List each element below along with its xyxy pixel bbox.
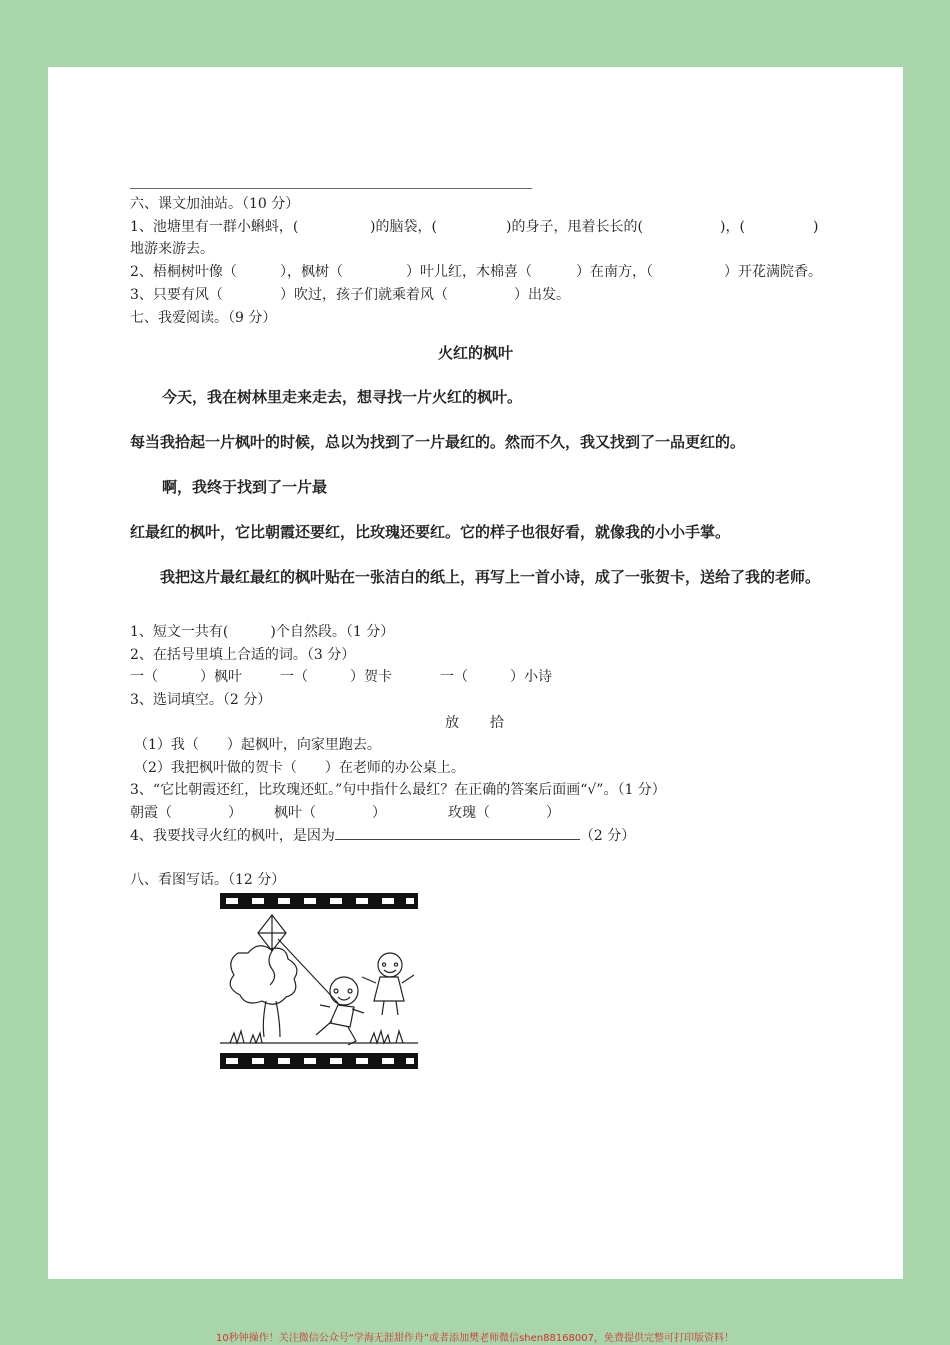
- s7-q1: 1、短文一共有( )个自然段。（1 分）: [130, 624, 395, 640]
- s7-q5-text: 4、我要找寻火红的枫叶，是因为: [130, 828, 335, 844]
- article-title: 火红的枫叶: [437, 344, 513, 362]
- article-paragraph-4: 我把这片最红最红的枫叶贴在一张洁白的纸上，再写上一首小诗，成了一张贺卡，送给了我的老师。: [160, 568, 821, 586]
- article-paragraph-3b: 红最红的枫叶，它比朝霞还要红，比玫瑰还要红。它的样子也很好看，就像我的小小手掌。: [130, 523, 731, 541]
- word-option-2: 拾: [490, 715, 504, 731]
- s6-q2-part-c: ）叶儿红，木棉喜（: [406, 264, 532, 280]
- article-paragraph-3a: 啊，我终于找到了一片最: [162, 478, 328, 496]
- article-paragraph-2: 每当我拾起一片枫叶的时候，总以为找到了一片最红的。然而不久，我又找到了一品更红的。: [130, 433, 746, 451]
- s6-q2-part-e: ）开花满院香。: [724, 264, 822, 280]
- article-paragraph-1: 今天，我在树林里走来走去，想寻找一片火红的枫叶。: [162, 388, 523, 406]
- s7-q5-score: （2 分）: [579, 828, 636, 844]
- s7-q2: 2、在括号里填上合适的词。（3 分）: [130, 647, 356, 663]
- s7-q3: 3、选词填空。（2 分）: [130, 692, 272, 708]
- s6-q1-part-c: )的身子，甩着长长的(: [506, 219, 643, 235]
- s6-q2-part-d: ）在南方，（: [576, 264, 653, 280]
- s6-q1-part-a: 1、池塘里有一群小蝌蚪，(: [130, 219, 299, 235]
- worksheet-page: [48, 67, 903, 1279]
- promo-footer: 10秒钟操作！关注微信公众号“学海无涯甜作舟”或者添加樊老师微信shen88168007，免费提供完整可打印版资料！: [215, 1333, 735, 1344]
- s6-q3-part-b: ）吹过，孩子们就乘着风（: [280, 287, 448, 303]
- s7-q2-item-2: 一（ ）贺卡: [280, 669, 392, 685]
- s7-q4-option-2: 枫叶（ ）: [274, 805, 386, 821]
- s7-q5: [130, 827, 635, 845]
- film-strip-illustration: [220, 893, 418, 1069]
- s6-q1-part-e: ): [813, 219, 819, 235]
- s6-q2-part-b: ），枫树（: [280, 264, 343, 280]
- s6-q1-part-d: )，(: [720, 219, 745, 235]
- s7-q4-option-1: 朝霞（ ）: [130, 805, 242, 821]
- s6-q2-part-a: 2、梧桐树叶像（: [130, 264, 237, 280]
- separator-line: [130, 188, 532, 189]
- s6-q3-part-c: ）出发。: [514, 287, 570, 303]
- s6-q3-part-a: 3、只要有风（: [130, 287, 223, 303]
- s7-q3-item-2: （2）我把枫叶做的贺卡（ ）在老师的办公桌上。: [134, 760, 465, 776]
- s7-q4: 3、“它比朝霞还红，比玫瑰还虹。”句中指什么最红？在正确的答案后面画“√”。（1 分）: [130, 782, 666, 798]
- s7-q2-item-1: 一（ ）枫叶: [130, 669, 242, 685]
- s7-q3-item-1: （1）我（ ）起枫叶，向家里跑去。: [134, 737, 381, 753]
- answer-blank: [335, 827, 580, 840]
- section6-title: 六、课文加油站。（10 分）: [130, 196, 300, 212]
- word-option-1: 放: [445, 715, 459, 731]
- section7-title: 七、我爱阅读。（9 分）: [130, 310, 277, 326]
- s7-q2-item-3: 一（ ）小诗: [440, 669, 552, 685]
- s7-q4-option-3: 玫瑰（ ）: [448, 805, 560, 821]
- s6-q1-part-b: )的脑袋，(: [370, 219, 437, 235]
- section8-title: 八、看图写话。（12 分）: [130, 872, 286, 888]
- s6-q1-part-f: 地游来游去。: [130, 241, 214, 257]
- kite-picture: [220, 893, 418, 1069]
